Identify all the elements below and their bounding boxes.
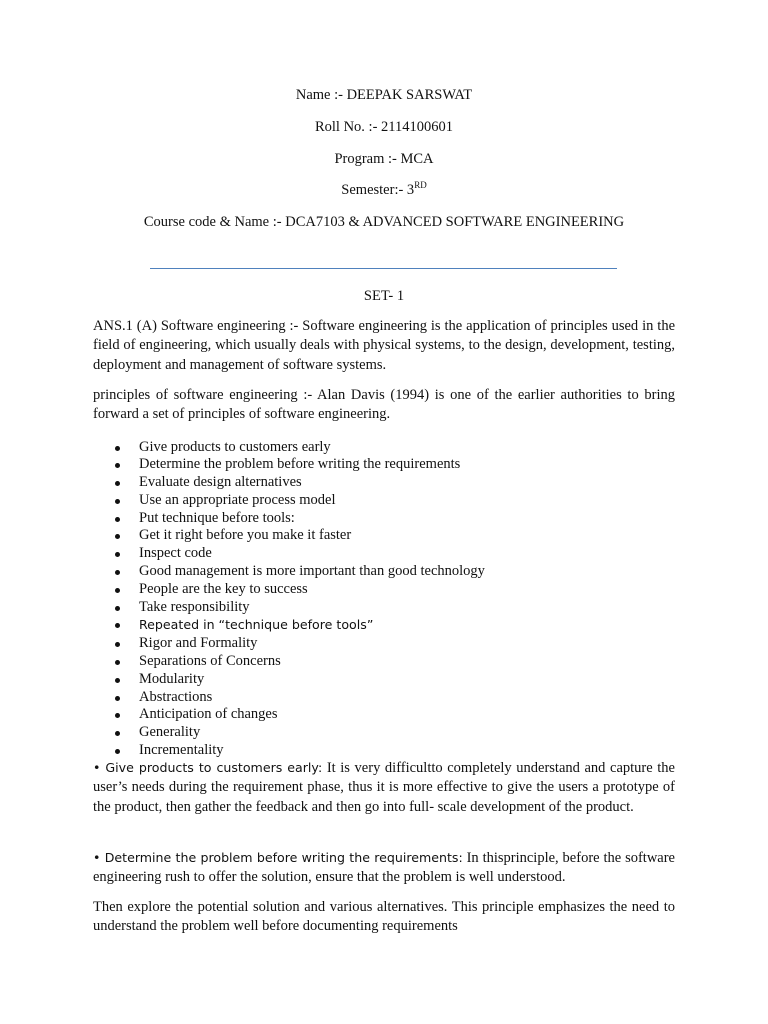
list-item <box>93 616 675 635</box>
list-item-label: Use an appropriate process model <box>139 491 336 508</box>
list-item <box>93 689 675 707</box>
list-item <box>93 635 675 653</box>
bullet-icon <box>115 517 120 522</box>
bullet-icon <box>115 642 120 647</box>
bullet-icon <box>115 731 120 736</box>
list-item-label: Abstractions <box>139 688 213 705</box>
list-item-label: Repeated in “technique before tools” <box>139 617 374 633</box>
list-item <box>93 439 675 457</box>
list-item-label: Put technique before tools: <box>139 509 295 526</box>
bullet-icon <box>115 588 120 593</box>
principles-list <box>93 439 675 760</box>
list-item-label: Incrementality <box>139 742 224 759</box>
list-item <box>93 492 675 510</box>
bullet-icon <box>115 606 120 611</box>
set-title: SET- 1 <box>363 288 405 304</box>
list-item <box>93 671 675 689</box>
bullet-icon <box>115 499 120 504</box>
bullet-icon <box>115 552 120 557</box>
determine-problem-lead: • Determine the problem before writing the requirements: <box>93 850 463 865</box>
explore-solutions-paragraph: Then explore the potential solution and various alternatives. This principle emphasizes the need to understand the problem well before documenting requirements <box>93 899 675 935</box>
list-item <box>93 510 675 528</box>
bullet-icon <box>115 534 120 539</box>
list-item <box>93 581 675 599</box>
bullet-icon <box>115 696 120 701</box>
list-item-label: Get it right before you make it faster <box>139 527 352 544</box>
list-item-label: People are the key to success <box>139 580 308 597</box>
list-item-label: Anticipation of changes <box>139 706 278 723</box>
principles-intro-paragraph: principles of software engineering :- Alan Davis (1994) is one of the earlier authorities to bring forward a set of principles of software engineering. <box>93 387 675 423</box>
determine-problem-body: In thisprinciple, before the software engineering rush to offer the solution, ensure that the problem is well understood. <box>93 850 675 886</box>
list-item <box>93 653 675 671</box>
header-divider <box>150 268 617 269</box>
list-item-label: Modularity <box>139 670 205 687</box>
bullet-icon <box>115 446 120 451</box>
semester <box>0 181 768 199</box>
list-item <box>93 563 675 581</box>
list-item-label: Generality <box>139 724 201 741</box>
program: Program :- MCA <box>334 151 434 167</box>
semester-superscript: RD <box>414 180 427 190</box>
bullet-icon <box>115 481 120 486</box>
bullet-icon <box>115 749 120 754</box>
student-name: Name :- DEEPAK SARSWAT <box>295 87 473 103</box>
determine-problem-paragraph <box>93 848 675 888</box>
bullet-icon <box>115 713 120 718</box>
give-products-paragraph <box>93 758 675 817</box>
bullet-icon <box>115 570 120 575</box>
list-item-label: Rigor and Formality <box>139 635 258 652</box>
bullet-icon <box>115 660 120 665</box>
roll-number: Roll No. :- 2114100601 <box>314 119 454 135</box>
list-item <box>93 724 675 742</box>
list-item-label: Give products to customers early <box>139 438 331 455</box>
answer-1-paragraph: ANS.1 (A) Software engineering :- Software engineering is the application of principles used in the field of engineering, which usually deals with physical systems, to the design, development, testing, deployment and management of software systems. <box>93 318 675 373</box>
list-item <box>93 545 675 563</box>
list-item <box>93 474 675 492</box>
list-item <box>93 599 675 617</box>
list-item-label: Good management is more important than good technology <box>139 563 485 580</box>
give-products-lead: • Give products to customers early: <box>93 760 323 775</box>
bullet-icon <box>115 678 120 683</box>
bullet-icon <box>115 463 120 468</box>
list-item <box>93 456 675 474</box>
list-item-label: Take responsibility <box>139 598 250 615</box>
list-item <box>93 527 675 545</box>
list-item-label: Separations of Concerns <box>139 653 281 670</box>
list-item-label: Determine the problem before writing the requirements <box>139 456 461 473</box>
course-code-name: Course code & Name :- DCA7103 & ADVANCED SOFTWARE ENGINEERING <box>143 214 625 230</box>
bullet-icon <box>115 623 120 628</box>
list-item <box>93 706 675 724</box>
list-item-label: Evaluate design alternatives <box>139 474 302 491</box>
list-item-label: Inspect code <box>139 545 212 562</box>
semester-value: Semester:- 3 <box>341 182 415 198</box>
give-products-body: It is very difficultto completely understand and capture the user’s needs during the requirement phase, thus it is more effective to give the users a prototype of the product, then gather the feedback and then go into full- scale development of the product. <box>93 760 675 815</box>
